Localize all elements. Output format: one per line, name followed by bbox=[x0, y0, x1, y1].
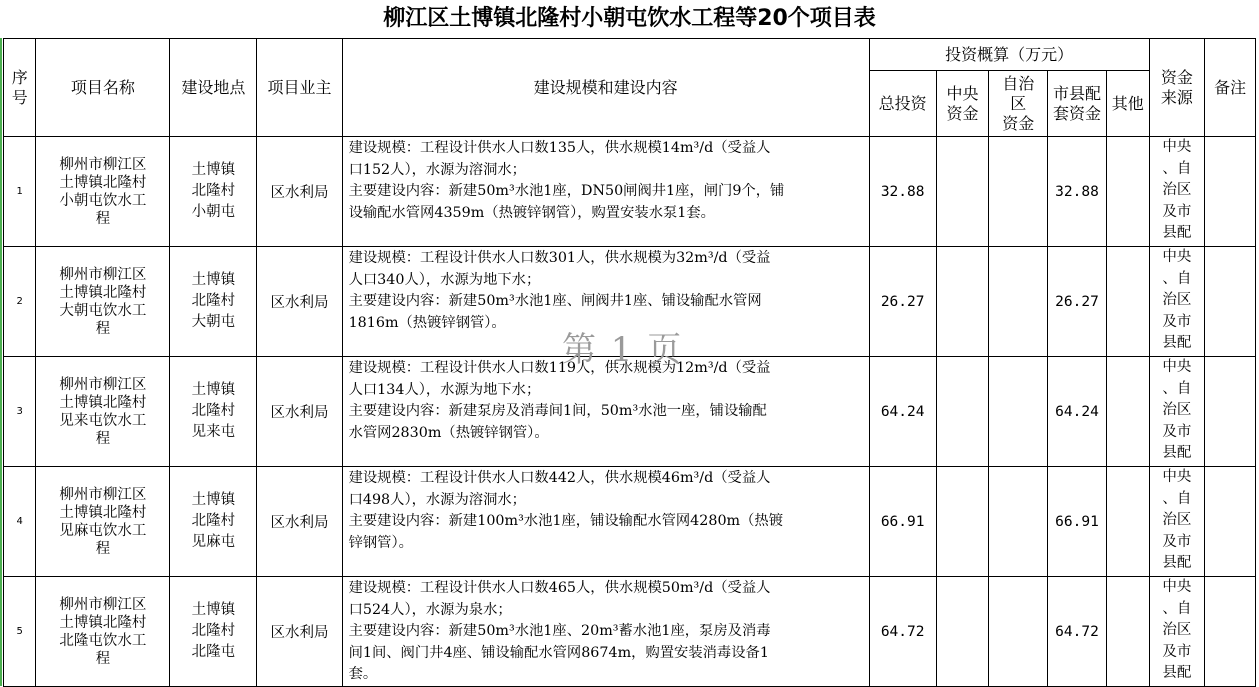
table-row bbox=[4, 247, 1256, 357]
project-table bbox=[3, 38, 1256, 687]
row-project-name: 柳州市柳江区 土博镇北隆村 北隆屯饮水工 程 bbox=[36, 577, 170, 687]
row-project-name: 柳州市柳江区 土博镇北隆村 见来屯饮水工 程 bbox=[36, 357, 170, 467]
row-central bbox=[936, 467, 989, 577]
row-owner: 区水利局 bbox=[257, 247, 342, 357]
row-remark bbox=[1205, 247, 1256, 357]
row-content: 建设规模：工程设计供水人口数442人，供水规模46m³/d（受益人 口498人），水源为溶洞水； 主要建设内容：新建100m³水池1座，铺设输配水管网4280m（热镀 锌钢管）。 bbox=[342, 467, 869, 577]
table-row bbox=[4, 577, 1256, 687]
row-total: 32.88 bbox=[869, 137, 936, 247]
row-autonomous bbox=[989, 577, 1048, 687]
project-table-container bbox=[0, 38, 1259, 686]
row-county: 32.88 bbox=[1048, 137, 1107, 247]
row-seq: 3 bbox=[4, 357, 36, 467]
row-autonomous bbox=[989, 247, 1048, 357]
row-other bbox=[1106, 467, 1149, 577]
row-central bbox=[936, 247, 989, 357]
row-content: 建设规模：工程设计供水人口数301人，供水规模为32m³/d（受益 人口340人），水源为地下水； 主要建设内容：新建50m³水池1座、闸阀井1座、铺设输配水管网 1816m（热镀锌钢管）。 bbox=[342, 247, 869, 357]
row-remark bbox=[1205, 467, 1256, 577]
row-project-name: 柳州市柳江区 土博镇北隆村 见麻屯饮水工 程 bbox=[36, 467, 170, 577]
header-seq: 序 号 bbox=[4, 39, 36, 137]
table-row bbox=[4, 467, 1256, 577]
row-fund-source: 中央 、自 治区 及市 县配 bbox=[1149, 247, 1205, 357]
row-other bbox=[1106, 577, 1149, 687]
header-owner: 项目业主 bbox=[257, 39, 342, 137]
row-autonomous bbox=[989, 137, 1048, 247]
row-seq: 1 bbox=[4, 137, 36, 247]
row-fund-source: 中央 、自 治区 及市 县配 bbox=[1149, 577, 1205, 687]
header-fund-source: 资金 来源 bbox=[1149, 39, 1205, 137]
row-central bbox=[936, 137, 989, 247]
header-county: 市县配 套资金 bbox=[1048, 71, 1107, 137]
row-content: 建设规模：工程设计供水人口数465人，供水规模50m³/d（受益人 口524人），水源为泉水； 主要建设内容：新建50m³水池1座、20m³蓄水池1座，泵房及消毒 间1间、阀门井4座、铺设输配水管网8674m，购置安装消毒设备1 套。 bbox=[342, 577, 869, 687]
row-location: 土博镇 北隆村 大朝屯 bbox=[170, 247, 257, 357]
row-owner: 区水利局 bbox=[257, 577, 342, 687]
row-location: 土博镇 北隆村 见麻屯 bbox=[170, 467, 257, 577]
row-location: 土博镇 北隆村 见来屯 bbox=[170, 357, 257, 467]
page-watermark: 第 1 页 bbox=[562, 330, 684, 370]
row-county: 66.91 bbox=[1048, 467, 1107, 577]
row-remark bbox=[1205, 357, 1256, 467]
row-other bbox=[1106, 357, 1149, 467]
row-county: 64.72 bbox=[1048, 577, 1107, 687]
row-project-name: 柳州市柳江区 土博镇北隆村 小朝屯饮水工 程 bbox=[36, 137, 170, 247]
row-autonomous bbox=[989, 467, 1048, 577]
header-central: 中央 资金 bbox=[936, 71, 989, 137]
row-central bbox=[936, 577, 989, 687]
table-title: 柳江区土博镇北隆村小朝屯饮水工程等20个项目表 bbox=[383, 6, 876, 31]
row-total: 64.72 bbox=[869, 577, 936, 687]
row-project-name: 柳州市柳江区 土博镇北隆村 大朝屯饮水工 程 bbox=[36, 247, 170, 357]
header-content: 建设规模和建设内容 bbox=[342, 39, 869, 137]
table-body bbox=[4, 137, 1256, 687]
header-project-name: 项目名称 bbox=[36, 39, 170, 137]
row-total: 66.91 bbox=[869, 467, 936, 577]
header-remark: 备注 bbox=[1205, 39, 1256, 137]
row-remark bbox=[1205, 137, 1256, 247]
row-county: 64.24 bbox=[1048, 357, 1107, 467]
header-total: 总投资 bbox=[869, 71, 936, 137]
header-row-1 bbox=[4, 39, 1256, 71]
row-seq: 5 bbox=[4, 577, 36, 687]
table-row bbox=[4, 357, 1256, 467]
row-total: 64.24 bbox=[869, 357, 936, 467]
row-content: 建设规模：工程设计供水人口数119人，供水规模为12m³/d（受益 人口134人），水源为地下水； 主要建设内容：新建泵房及消毒间1间，50m³水池一座，铺设输配 水管网2830m（热镀锌钢管）。 bbox=[342, 357, 869, 467]
row-location: 土博镇 北隆村 小朝屯 bbox=[170, 137, 257, 247]
row-county: 26.27 bbox=[1048, 247, 1107, 357]
row-seq: 4 bbox=[4, 467, 36, 577]
header-autonomous: 自治 区 资金 bbox=[989, 71, 1048, 137]
row-location: 土博镇 北隆村 北隆屯 bbox=[170, 577, 257, 687]
row-owner: 区水利局 bbox=[257, 357, 342, 467]
row-other bbox=[1106, 137, 1149, 247]
row-total: 26.27 bbox=[869, 247, 936, 357]
row-fund-source: 中央 、自 治区 及市 县配 bbox=[1149, 137, 1205, 247]
row-owner: 区水利局 bbox=[257, 137, 342, 247]
table-row bbox=[4, 137, 1256, 247]
header-budget-group: 投资概算（万元） bbox=[869, 39, 1149, 71]
row-fund-source: 中央 、自 治区 及市 县配 bbox=[1149, 467, 1205, 577]
row-autonomous bbox=[989, 357, 1048, 467]
header-location: 建设地点 bbox=[170, 39, 257, 137]
row-remark bbox=[1205, 577, 1256, 687]
header-other: 其他 bbox=[1106, 71, 1149, 137]
row-fund-source: 中央 、自 治区 及市 县配 bbox=[1149, 357, 1205, 467]
row-other bbox=[1106, 247, 1149, 357]
row-seq: 2 bbox=[4, 247, 36, 357]
row-owner: 区水利局 bbox=[257, 467, 342, 577]
row-central bbox=[936, 357, 989, 467]
row-content: 建设规模：工程设计供水人口数135人，供水规模14m³/d（受益人 口152人），水源为溶洞水； 主要建设内容：新建50m³水池1座，DN50闸阀井1座，闸门9个，铺 设输配水管网4359m（热镀锌钢管），购置安装水泵1套。 bbox=[342, 137, 869, 247]
